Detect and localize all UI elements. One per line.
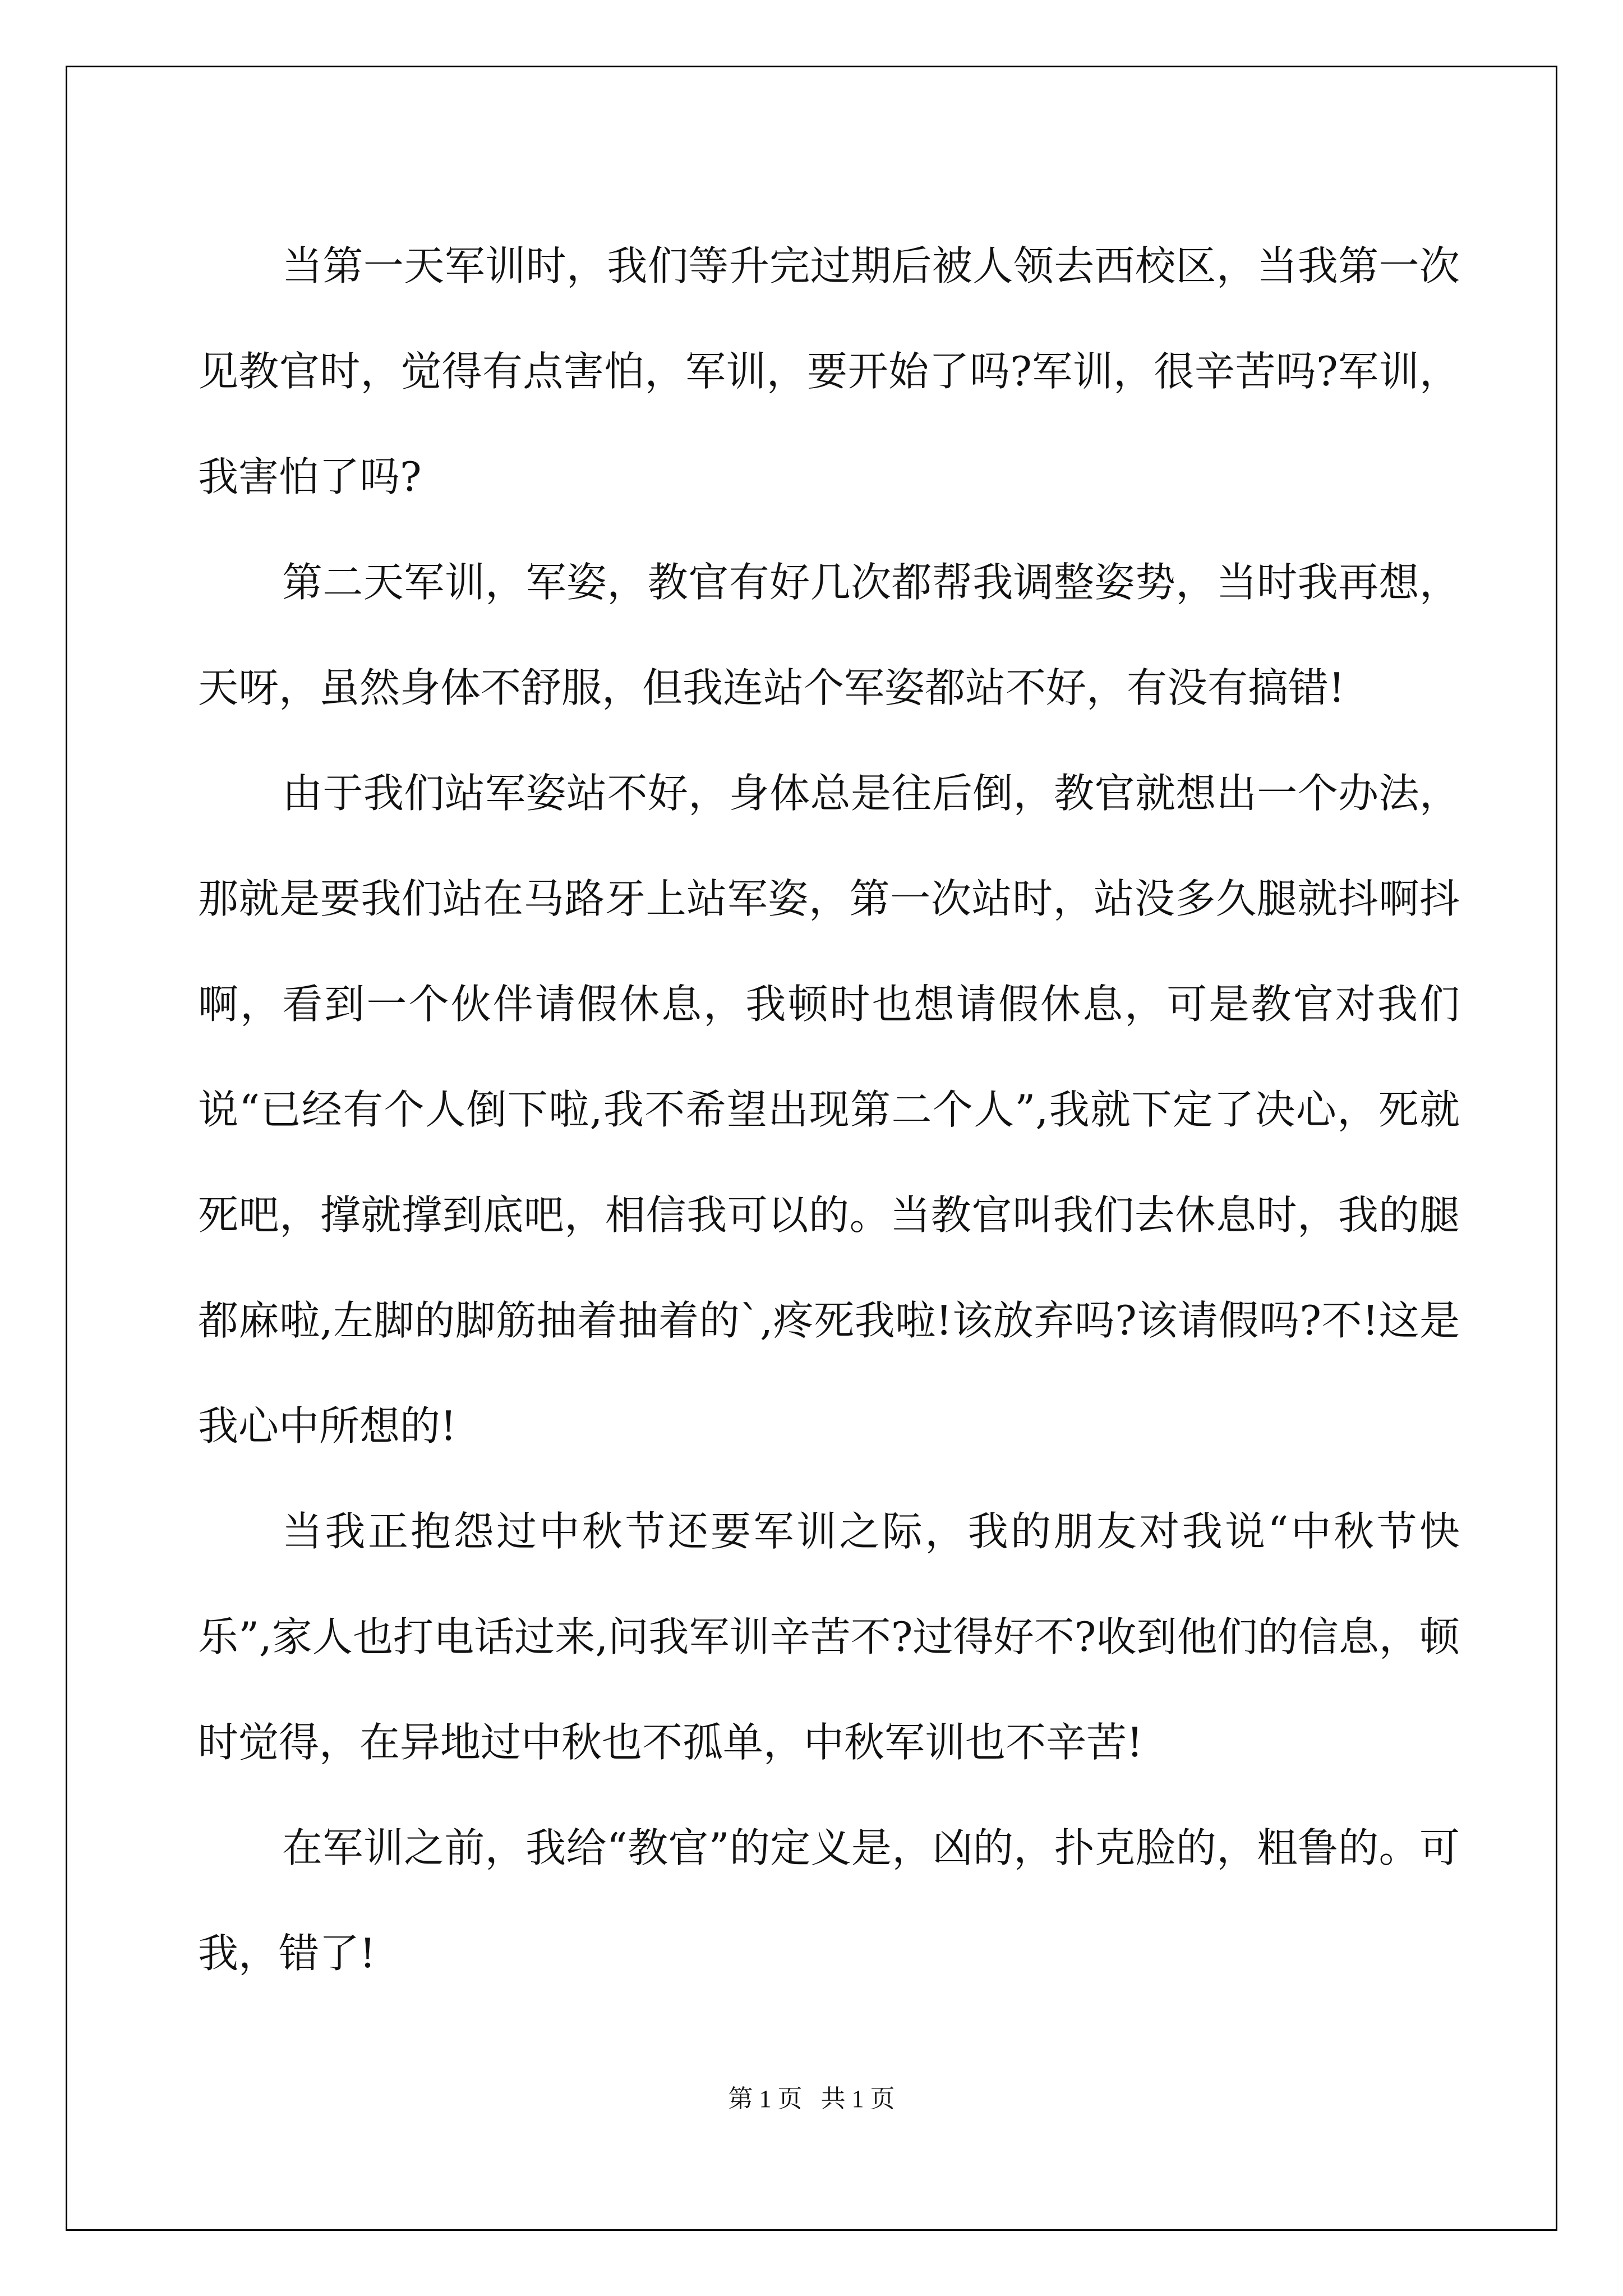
page-number-footer: 第 1 页 共 1 页 (728, 2085, 895, 2113)
paragraph-2: 第二天军训，军姿，教官有好几次都帮我调整姿势，当时我再想，天呀，虽然身体不舒服，但我连站个军姿都站不好，有没有搞错! (198, 559, 1460, 711)
document-body (198, 213, 1460, 2006)
paragraph-1: 当第一天军训时，我们等升完过期后被人领去西校区，当我第一次见教官时，觉得有点害怕，军训，要开始了吗?军训，很辛苦吗?军训，我害怕了吗? (198, 242, 1460, 500)
paragraph-5: 在军训之前，我给“教官”的定义是，凶的，扑克脸的，粗鲁的。可我，错了! (198, 1824, 1460, 1977)
paragraph-3: 由于我们站军姿站不好，身体总是往后倒，教官就想出一个办法，那就是要我们站在马路牙上站军姿，第一次站时，站没多久腿就抖啊抖啊，看到一个伙伴请假休息，我顿时也想请假休息，可是教官对我们说“已经有个人倒下啦,我不希望出现第二个人”,我就下定了决心，死就死吧，撑就撑到底吧，相信我可以的。当教官叫我们去休息时，我的腿都麻啦,左脚的脚筋抽着抽着的`,疼死我啦!该放弃吗?该请假吗?不!这是我心中所想的! (198, 770, 1460, 1450)
paragraph-4: 当我正抱怨过中秋节还要军训之际，我的朋友对我说“中秋节快乐”,家人也打电话过来,问我军训辛苦不?过得好不?收到他们的信息，顿时觉得，在异地过中秋也不孤单，中秋军训也不辛苦! (198, 1508, 1460, 1766)
